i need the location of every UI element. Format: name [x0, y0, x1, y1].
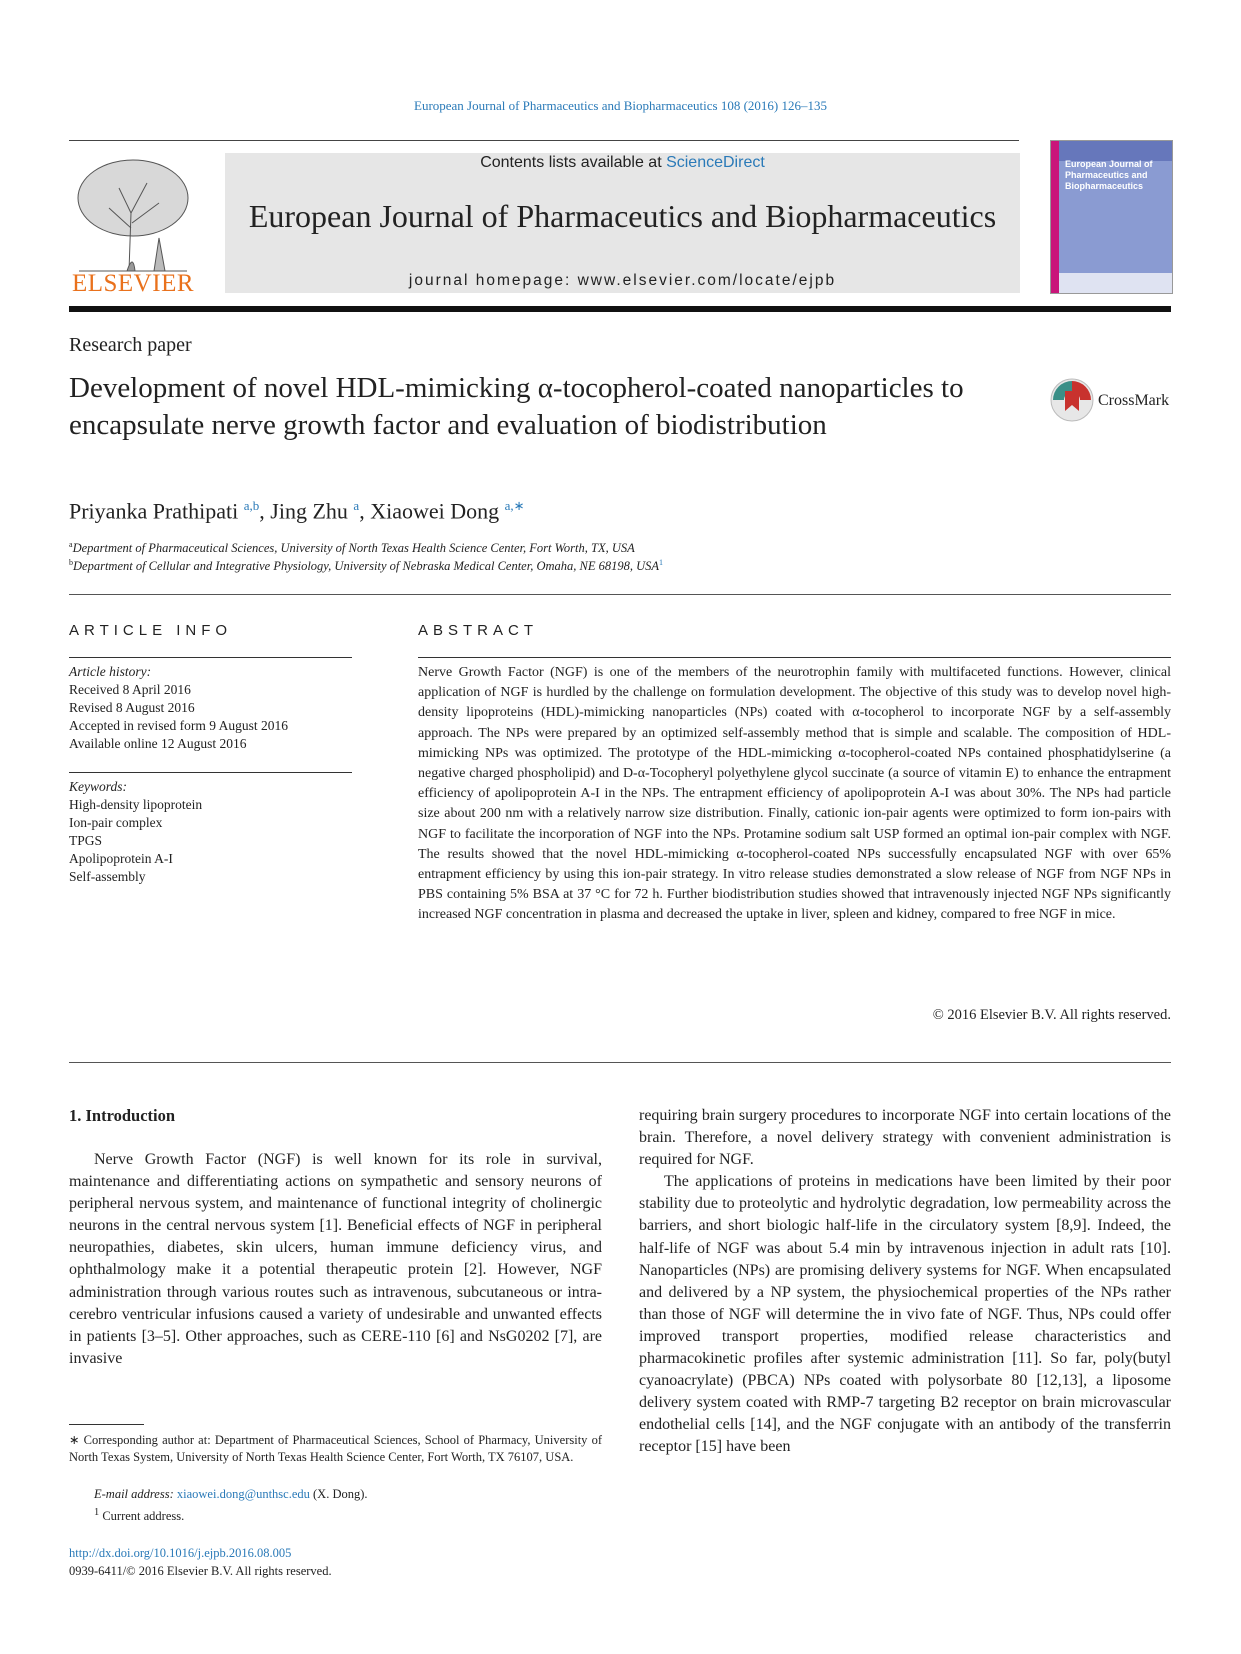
affiliation-note-marker[interactable]: 1 — [659, 558, 664, 567]
history-item: Received 8 April 2016 — [69, 682, 191, 697]
intro-paragraph: The applications of proteins in medications have been limited by their poor stability due to proteolytic and hydrolytic degradation, low permeability across the barriers, and short biologic half-life in the circulatory system [8,9]. Indeed, the half-life of NGF was about 5.4 min by intravenous injection in adult rats [10]. Nanoparticles (NPs) are promising delivery systems for NGF. When encapsulated and delivered by a NP system, the physiochemical properties of the NPs rather than those of NGF will determine the in vivo fate of NGF. Thus, NPs could offer improved transport properties, modified release characteristics and pharmacokinetic profiles after systemic administration [11]. So far, poly(butyl cyanoacrylate) (PBCA) NPs coated with polysorbate 80 [12,13], a liposome delivery system coated with RMP-7 targeting B2 receptor on brain microvascular endothelial cells [14], and the NGF conjugate with an antibody of the transferrin receptor [15] have been — [639, 1173, 1171, 1456]
affiliation-marker: b — [69, 558, 73, 567]
email-suffix: (X. Dong). — [309, 1487, 368, 1501]
keyword: Self-assembly — [69, 869, 146, 884]
contents-line — [225, 154, 1020, 172]
email-link[interactable]: xiaowei.dong@unthsc.edu — [176, 1487, 310, 1501]
keywords — [69, 778, 202, 886]
footnote-rule — [69, 1424, 144, 1425]
article-info-heading: ARTICLE INFO — [69, 622, 233, 639]
keyword: Apolipoprotein A-I — [69, 851, 173, 866]
article-type: Research paper — [69, 334, 192, 356]
abstract-copyright: © 2016 Elsevier B.V. All rights reserved. — [932, 1007, 1171, 1023]
journal-citation[interactable]: European Journal of Pharmaceutics and Biopharmaceutics 108 (2016) 126–135 — [414, 98, 827, 113]
cover-title: European Journal of Pharmaceutics and Biopharmaceutics — [1065, 159, 1153, 191]
doi-link[interactable]: http://dx.doi.org/10.1016/j.ejpb.2016.08.005 — [69, 1546, 292, 1560]
author-affiliation-marker[interactable]: a,b — [243, 498, 260, 513]
author-name: Jing Zhu — [270, 498, 348, 524]
email-label: E-mail address: — [94, 1487, 177, 1501]
email-note — [69, 1486, 602, 1503]
cover-top-band — [1051, 141, 1172, 161]
current-address-note — [69, 1504, 602, 1525]
keywords-label: Keywords: — [69, 779, 127, 794]
cover-bottom-band — [1059, 273, 1172, 293]
crossmark-badge[interactable] — [1050, 378, 1200, 424]
intro-paragraph: Nerve Growth Factor (NGF) is well known for its role in survival, maintenance and differentiating actions on sympathetic and sensory neurons of peripheral nervous system, and maintenance of functional integrity of cholinergic neurons in the central nervous system [1]. Beneficial effects of NGF in peripheral neuropathies, diabetes, skin ulcers, human immune deficiency virus, and ophthalmology make it a potential therapeutic protein [2]. However, NGF administration through various routes such as intravenous, subcutaneous or intra-cerebro ventricular infusions caused a variety of undesirable and unwanted effects in patients [3–5]. Other approaches, such as CERE-110 [6] and NsG0202 [7], are invasive — [69, 1151, 602, 1367]
crossmark-icon — [1050, 378, 1094, 422]
article-title: Development of novel HDL-mimicking α-tocopherol-coated nanoparticles to encapsulate nerve growth factor and evaluation of biodistribution — [69, 372, 964, 441]
journal-cover-thumbnail — [1050, 140, 1173, 294]
keyword: Ion-pair complex — [69, 815, 163, 830]
current-address-text: Current address. — [99, 1509, 185, 1524]
keywords-rule — [69, 772, 352, 773]
intro-left-column — [69, 1149, 602, 1370]
author-affiliation-marker[interactable]: a,∗ — [504, 498, 525, 513]
article-info-rule — [69, 657, 352, 658]
affiliation-rule — [69, 594, 1171, 595]
history-item: Revised 8 August 2016 — [69, 700, 195, 715]
contents-prefix: Contents lists available at — [480, 154, 667, 171]
author-name: Xiaowei Dong — [370, 498, 500, 524]
keyword: TPGS — [69, 833, 103, 848]
article-history — [69, 663, 288, 753]
keyword: High-density lipoprotein — [69, 797, 203, 812]
abstract-text: Nerve Growth Factor (NGF) is one of the members of the neurotrophin family with multifaceted functions. However, clinical application of NGF is hurdled by the challenge on formulation development. The objective of this study was to develop novel high-density lipoproteins (HDL)-mimicking nanoparticles (NPs) coated with α-tocopherol to incorporate NGF by a self-assembly approach. The NPs were prepared by an optimized self-assembly method that is simple and scalable. The composition of HDL-mimicking NPs was optimized. The prototype of the HDL-mimicking α-tocopherol-coated NPs contained phosphatidylserine (a negative charged phospholipid) and D-α-Tocopheryl polyethylene glycol succinate (a source of vitamin E) to enhance the entrapment efficiency of apolipoprotein A-I in the NPs. The entrapment efficiency of apolipoprotein A-I was about 30%. The NPs had particle size about 200 nm with a relatively narrow size distribution. Finally, cationic ion-pair agents were optimized to form ion-pairs with NGF to facilitate the incorporation of NGF into the NPs. Protamine sodium salt USP formed an optimal ion-pair complex with NGF. The results showed that the novel HDL-mimicking α-tocopherol-coated NPs successfully encapsulated NGF with over 65% entrapment efficiency by using this ion-pair strategy. In vitro release studies demonstrated a slow release of NGF from NGF NPs in PBS containing 5% BSA at 37 °C for 72 h. Further biodistribution studies showed that intravenously injected NGF NPs significantly increased NGF concentration in plasma and decreased the uptake in liver, spleen and kidney, compared to free NGF in mice. — [418, 665, 1171, 923]
author-separator: , — [259, 498, 265, 524]
header-rule — [69, 140, 1019, 141]
abstract-rule — [418, 657, 1171, 658]
abstract-bottom-rule — [69, 1062, 1171, 1063]
current-address-marker: 1 — [94, 1507, 100, 1518]
author-separator: , — [359, 498, 365, 524]
intro-right-column — [639, 1105, 1171, 1459]
author-name: Priyanka Prathipati — [69, 498, 239, 524]
affiliation-marker: a — [69, 540, 73, 549]
corresponding-author-note: ∗ Corresponding author at: Department of Pharmaceutical Sciences, School of Pharmacy, University of North Texas System, University of North Texas Health Science Center, Fort Worth, TX 76107, USA. — [69, 1433, 602, 1464]
crossmark-label: CrossMark — [1098, 392, 1170, 409]
history-item: Accepted in revised form 9 August 2016 — [69, 718, 288, 733]
affiliation-text: Department of Pharmaceutical Sciences, University of North Texas Health Science Center, Fort Worth, TX, USA — [72, 541, 635, 556]
journal-name: European Journal of Pharmaceutics and Biopharmaceutics — [248, 198, 997, 234]
affiliation-b — [69, 558, 663, 574]
author-affiliation-marker[interactable]: a — [353, 498, 360, 513]
author-list — [69, 498, 525, 524]
introduction-heading: 1. Introduction — [69, 1106, 176, 1125]
elsevier-wordmark: ELSEVIER — [71, 270, 195, 297]
history-item: Available online 12 August 2016 — [69, 736, 247, 751]
intro-paragraph: requiring brain surgery procedures to incorporate NGF into certain locations of the brain. Therefore, a novel delivery strategy with convenient administration is required for NGF. — [639, 1107, 1171, 1169]
history-label: Article history: — [69, 664, 152, 679]
affiliation-a — [69, 540, 635, 556]
affiliation-text: Department of Cellular and Integrative Physiology, University of Nebraska Medical Center, Omaha, NE 68198, USA — [73, 559, 660, 574]
sciencedirect-link[interactable]: ScienceDirect — [666, 154, 765, 171]
header-thick-rule — [69, 306, 1171, 312]
journal-homepage[interactable]: journal homepage: www.elsevier.com/locate/ejpb — [408, 272, 837, 289]
abstract-heading: ABSTRACT — [418, 622, 539, 639]
issn-line: 0939-6411/© 2016 Elsevier B.V. All rights reserved. — [69, 1564, 332, 1578]
cover-strip — [1051, 141, 1059, 293]
